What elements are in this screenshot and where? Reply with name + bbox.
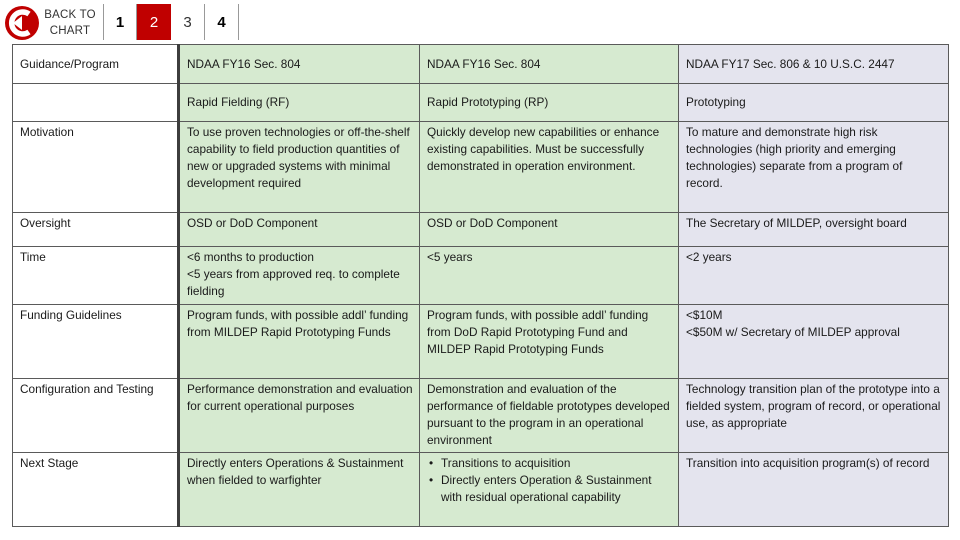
column-program-prototyping: NDAA FY17 Sec. 806 & 10 U.S.C. 2447 [679, 45, 949, 84]
tab-1[interactable]: 1 [103, 4, 137, 40]
column-name-rapid-fielding: Rapid Fielding (RF) [179, 84, 420, 122]
row-label-configuration-testing: Configuration and Testing [13, 379, 179, 453]
slide-tabs [103, 4, 239, 40]
cell-oversight-prototyping: The Secretary of MILDEP, oversight board [679, 213, 949, 247]
column-name-prototyping: Prototyping [679, 84, 949, 122]
table-row-program [13, 45, 949, 84]
table-row [13, 122, 949, 213]
column-program-rapid-fielding: NDAA FY16 Sec. 804 [179, 45, 420, 84]
cell-funding-rf: Program funds, with possible addl’ funding from MILDEP Rapid Prototyping Funds [179, 305, 420, 379]
table-row [13, 305, 949, 379]
column-program-rapid-prototyping: NDAA FY16 Sec. 804 [420, 45, 679, 84]
table-row [13, 247, 949, 305]
cell-oversight-rf: OSD or DoD Component [179, 213, 420, 247]
cell-config-rf: Performance demonstration and evaluation for current operational purposes [179, 379, 420, 453]
cell-line: <6 months to production [187, 250, 314, 264]
cell-motivation-rf: To use proven technologies or off-the-shelf capability to field production quantities of new or upgraded systems with minimal development required [179, 122, 420, 213]
back-to-chart-button[interactable] [4, 6, 98, 40]
next-stage-bullet-list [427, 455, 672, 506]
cell-motivation-prototyping: To mature and demonstrate high risk technologies (high priority and emerging technologies) separate from a program of record. [679, 122, 949, 213]
comparison-table [12, 44, 949, 527]
row-label-time: Time [13, 247, 179, 305]
table-row [13, 453, 949, 527]
row-label-next-stage: Next Stage [13, 453, 179, 527]
cell-time-rp: <5 years [420, 247, 679, 305]
cell-oversight-rp: OSD or DoD Component [420, 213, 679, 247]
table-row [13, 379, 949, 453]
cell-config-rp: Demonstration and evaluation of the performance of fieldable prototypes developed pursuant to the program in an operational environment [420, 379, 679, 453]
list-item: • Directly enters Operation & Sustainment with residual operational capability [441, 472, 672, 506]
cell-line: <$50M w/ Secretary of MILDEP approval [686, 325, 900, 339]
row-label-motivation: Motivation [13, 122, 179, 213]
tab-4[interactable]: 4 [205, 4, 239, 40]
cell-next-stage-rp [420, 453, 679, 527]
cell-config-prototyping: Technology transition plan of the prototype into a fielded system, program of record, or operational use, as appropriate [679, 379, 949, 453]
cell-funding-rp: Program funds, with possible addl’ funding from DoD Rapid Prototyping Fund and MILDEP Rapid Prototyping Funds [420, 305, 679, 379]
cell-motivation-rp: Quickly develop new capabilities or enhance existing capabilities. Must be successfully demonstrated in operation environment. [420, 122, 679, 213]
cell-line: <5 years from approved req. to complete fielding [187, 267, 400, 298]
tab-3[interactable]: 3 [171, 4, 205, 40]
cell-line: <$10M [686, 308, 723, 322]
back-arrow-icon [4, 5, 40, 41]
cell-funding-prototyping [679, 305, 949, 379]
cell-time-rf [179, 247, 420, 305]
column-name-rapid-prototyping: Rapid Prototyping (RP) [420, 84, 679, 122]
table-row [13, 213, 949, 247]
row-header-blank [13, 84, 179, 122]
back-to-chart-label: BACK TO CHART [44, 9, 96, 37]
cell-next-stage-prototyping: Transition into acquisition program(s) of record [679, 453, 949, 527]
table-row-name [13, 84, 949, 122]
cell-next-stage-rf: Directly enters Operations & Sustainment when fielded to warfighter [179, 453, 420, 527]
row-header-guidance-program: Guidance/Program [13, 45, 179, 84]
cell-time-prototyping: <2 years [679, 247, 949, 305]
row-label-funding-guidelines: Funding Guidelines [13, 305, 179, 379]
list-item: • Transitions to acquisition [441, 455, 672, 472]
tab-2[interactable]: 2 [137, 4, 171, 40]
row-label-oversight: Oversight [13, 213, 179, 247]
